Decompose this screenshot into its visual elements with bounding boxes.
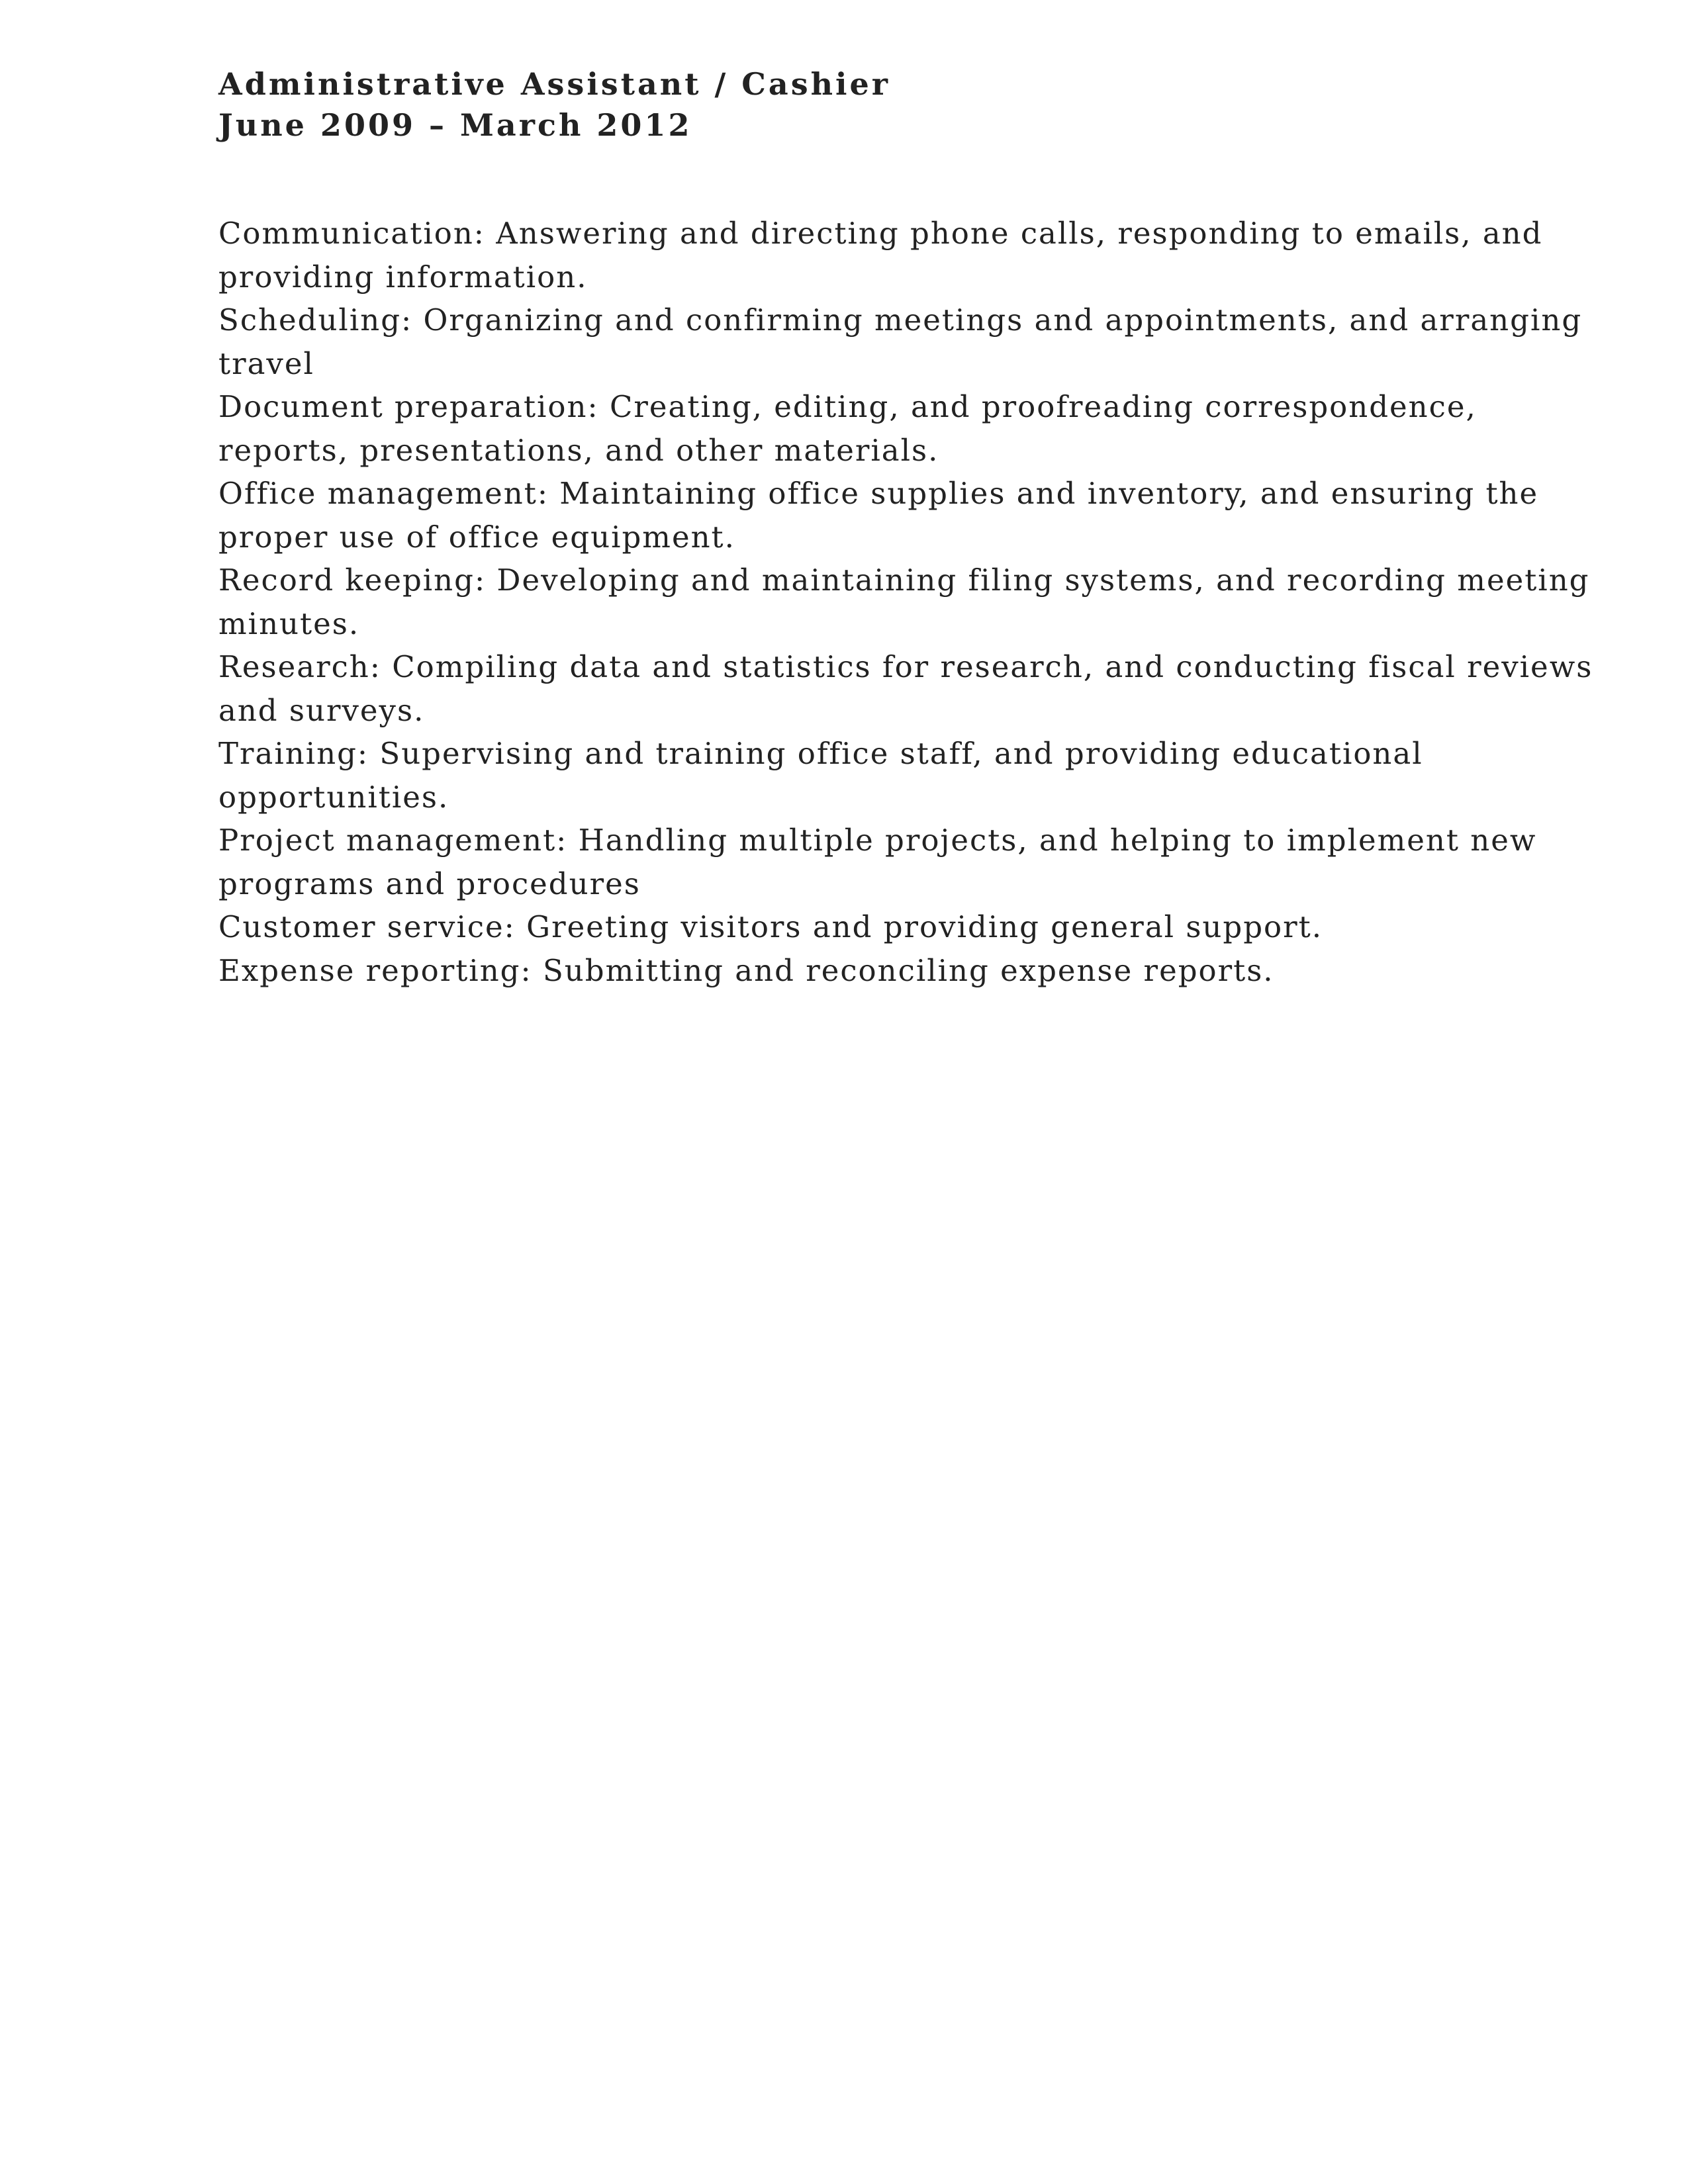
duty-item: Training: Supervising and training office staff, and providing educational opportunities. <box>218 736 1423 815</box>
duty-item: Project management: Handling multiple projects, and helping to implement new programs and procedures <box>218 823 1537 901</box>
duty-item: Record keeping: Developing and maintaining filing systems, and recording meeting minutes. <box>218 563 1590 641</box>
duty-item: Expense reporting: Submitting and reconciling expense reports. <box>218 952 1274 988</box>
duty-item: Document preparation: Creating, editing, and proofreading correspondence, reports, presentations, and other materials. <box>218 389 1477 468</box>
job-title: Administrative Assistant / Cashier <box>218 66 891 102</box>
duty-item: Scheduling: Organizing and confirming meetings and appointments, and arranging travel <box>218 302 1583 381</box>
duty-item: Research: Compiling data and statistics for research, and conducting fiscal reviews and surveys. <box>218 649 1593 728</box>
duty-item: Customer service: Greeting visitors and providing general support. <box>218 909 1323 944</box>
experience-section <box>218 64 1609 992</box>
job-dates: June 2009 – March 2012 <box>218 107 692 143</box>
duty-item: Office management: Maintaining office supplies and inventory, and ensuring the proper use of office equipment. <box>218 476 1539 555</box>
duty-item: Communication: Answering and directing phone calls, responding to emails, and providing information. <box>218 216 1543 295</box>
duties-list <box>218 212 1609 992</box>
